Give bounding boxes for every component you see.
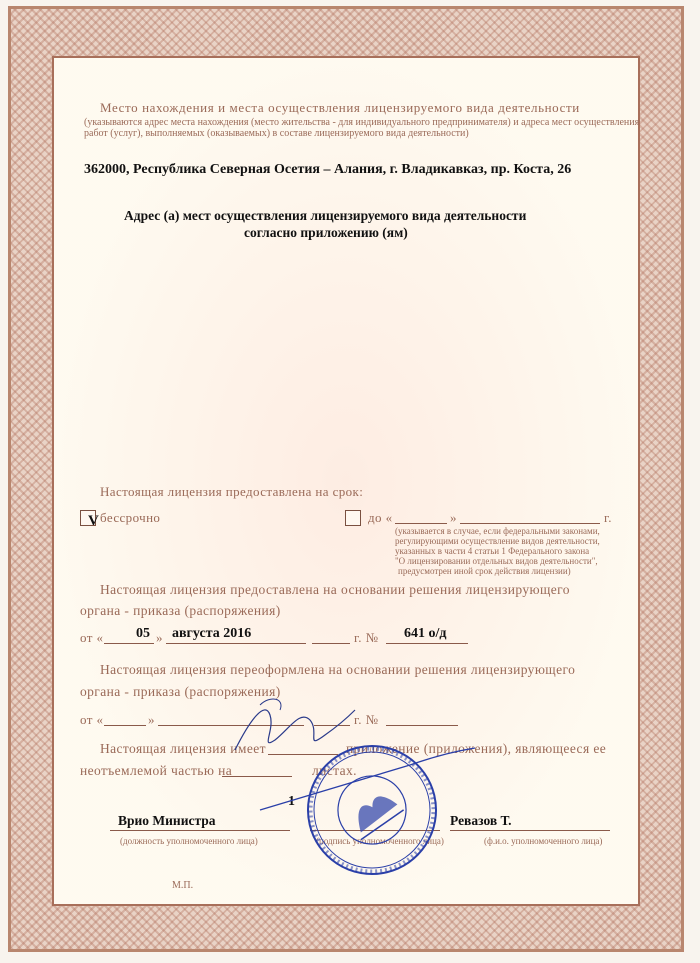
term-note-line4: "О лицензировании отдельных видов деятельности", — [395, 556, 598, 566]
appendix-line2-b: листах. — [312, 763, 357, 778]
basis-day: 05 — [136, 626, 150, 641]
signature-stroke — [250, 740, 480, 820]
indefinite-mark: V — [88, 513, 99, 529]
caption-signature: (подпись уполномоченного лица) — [316, 836, 444, 846]
until-day-line — [395, 523, 447, 524]
basis-month-year: августа 2016 — [172, 626, 252, 641]
caption-position: (должность уполномоченного лица) — [120, 836, 258, 846]
signatory-name: Ревазов Т. — [450, 813, 512, 828]
basis-year-suffix: г. № — [354, 630, 379, 645]
reissue-day-line — [104, 725, 146, 726]
reissue-from-prefix: от « — [80, 712, 104, 727]
reissue-year-suffix: г. № — [354, 712, 379, 727]
activity-address-line1: Адрес (а) мест осуществления лицензируемого вида деятельности — [124, 208, 527, 223]
seal-place: М.П. — [172, 880, 194, 891]
term-note-line3: указанных в части 4 статьи 1 Федерального закона — [395, 546, 590, 556]
address: 362000, Республика Северная Осетия – Алания, г. Владикавказ, пр. Коста, 26 — [84, 162, 572, 177]
caption-name: (ф.и.о. уполномоченного лица) — [484, 836, 603, 846]
position-line — [110, 830, 290, 831]
reissue-quote-close: » — [148, 712, 155, 727]
reissue-line1: Настоящая лицензия переоформлена на основании решения лицензирующего — [100, 662, 576, 677]
activity-address-line2: согласно приложению (ям) — [244, 225, 408, 240]
until-quote-close: » — [450, 510, 457, 525]
appendix-line1-b: приложение (приложения), являющееся ее — [346, 741, 607, 756]
appendix-line1-a: Настоящая лицензия имеет — [100, 741, 266, 756]
signatory-position: Врио Министра — [118, 813, 216, 828]
basis-from-prefix: от « — [80, 630, 104, 645]
basis-number: 641 о/д — [404, 626, 447, 641]
reissue-number-line — [386, 725, 458, 726]
until-date-line — [460, 523, 600, 524]
header-note-line1: (указываются адрес места нахождения (место жительства - для индивидуального предпринимателя) и адреса мест осуществления — [84, 117, 640, 128]
reissue-line2: органа - приказа (распоряжения) — [80, 684, 281, 699]
basis-number-line — [386, 643, 468, 644]
until-suffix: г. — [604, 510, 612, 525]
basis-quote-close: » — [156, 630, 163, 645]
term-note-line2: регулирующими осуществление видов деятельности, — [395, 536, 600, 546]
header-note-line2: работ (услуг), выполняемых (оказываемых) в составе лицензируемого вида деятельности) — [84, 128, 469, 139]
name-line — [450, 830, 610, 831]
term-label: Настоящая лицензия предоставлена на срок: — [100, 484, 364, 499]
basis-day-line — [104, 643, 154, 644]
header-title: Место нахождения и места осуществления лицензируемого вида деятельности — [100, 100, 580, 115]
until-checkbox — [345, 510, 361, 526]
indefinite-label: бессрочно — [100, 510, 161, 525]
basis-line1: Настоящая лицензия предоставлена на основании решения лицензирующего — [100, 582, 570, 597]
term-note-line5: предусмотрен иной срок действия лицензии) — [398, 566, 571, 576]
until-prefix: до « — [368, 510, 393, 525]
basis-line2: органа - приказа (распоряжения) — [80, 603, 281, 618]
basis-date-line — [166, 643, 306, 644]
basis-year-line — [312, 643, 350, 644]
term-note-line1: (указывается в случае, если федеральными законами, — [395, 526, 600, 536]
appendix-sheets: 1 — [288, 794, 295, 809]
appendix-line2-a: неотъемлемой частью на — [80, 763, 233, 778]
